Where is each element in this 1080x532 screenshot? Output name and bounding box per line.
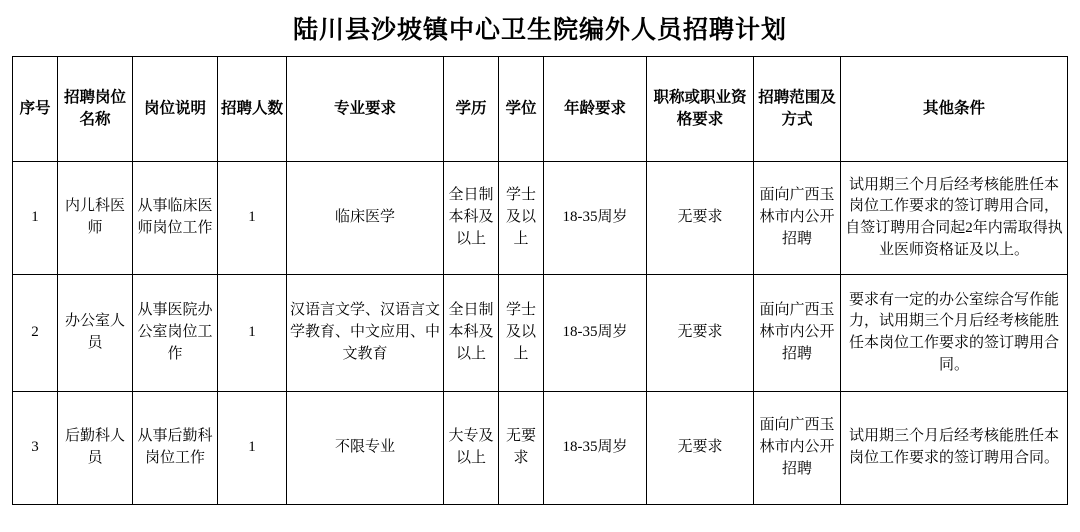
table-row xyxy=(13,392,1068,505)
column-header-position: 招聘岗位名称 xyxy=(58,57,133,162)
cell-age: 18-35周岁 xyxy=(544,392,647,505)
cell-no: 3 xyxy=(13,392,58,505)
column-header-scope: 招聘范围及方式 xyxy=(754,57,841,162)
column-header-major: 专业要求 xyxy=(287,57,444,162)
cell-degree: 无要求 xyxy=(499,392,544,505)
table-header-row xyxy=(13,57,1068,162)
cell-count: 1 xyxy=(218,275,287,392)
cell-description: 从事医院办公室岗位工作 xyxy=(133,275,218,392)
cell-scope: 面向广西玉林市内公开招聘 xyxy=(754,392,841,505)
cell-count: 1 xyxy=(218,162,287,275)
cell-position: 内儿科医师 xyxy=(58,162,133,275)
table-row xyxy=(13,275,1068,392)
cell-no: 2 xyxy=(13,275,58,392)
cell-title-cert: 无要求 xyxy=(647,162,754,275)
column-header-other: 其他条件 xyxy=(841,57,1068,162)
column-header-education: 学历 xyxy=(444,57,499,162)
table-header xyxy=(13,57,1068,162)
column-header-description: 岗位说明 xyxy=(133,57,218,162)
cell-position: 后勤科人员 xyxy=(58,392,133,505)
cell-description: 从事临床医师岗位工作 xyxy=(133,162,218,275)
cell-education: 大专及以上 xyxy=(444,392,499,505)
cell-education: 全日制本科及以上 xyxy=(444,275,499,392)
cell-age: 18-35周岁 xyxy=(544,162,647,275)
page-title: 陆川县沙坡镇中心卫生院编外人员招聘计划 xyxy=(292,17,787,44)
table-row xyxy=(13,162,1068,275)
cell-major: 不限专业 xyxy=(287,392,444,505)
cell-title-cert: 无要求 xyxy=(647,275,754,392)
cell-title-cert: 无要求 xyxy=(647,392,754,505)
cell-other: 试用期三个月后经考核能胜任本岗位工作要求的签订聘用合同。 xyxy=(841,392,1068,505)
cell-major: 临床医学 xyxy=(287,162,444,275)
cell-scope: 面向广西玉林市内公开招聘 xyxy=(754,162,841,275)
cell-scope: 面向广西玉林市内公开招聘 xyxy=(754,275,841,392)
cell-position: 办公室人员 xyxy=(58,275,133,392)
table-body xyxy=(13,162,1068,505)
column-header-no: 序号 xyxy=(13,57,58,162)
cell-count: 1 xyxy=(218,392,287,505)
column-header-degree: 学位 xyxy=(499,57,544,162)
cell-age: 18-35周岁 xyxy=(544,275,647,392)
cell-other: 试用期三个月后经考核能胜任本岗位工作要求的签订聘用合同，自签订聘用合同起2年内需取得执业医师资格证及以上。 xyxy=(841,162,1068,275)
cell-no: 1 xyxy=(13,162,58,275)
cell-education: 全日制本科及以上 xyxy=(444,162,499,275)
cell-degree: 学士及以上 xyxy=(499,162,544,275)
column-header-age: 年龄要求 xyxy=(544,57,647,162)
cell-other: 要求有一定的办公室综合写作能力，试用期三个月后经考核能胜任本岗位工作要求的签订聘用合同。 xyxy=(841,275,1068,392)
cell-description: 从事后勤科岗位工作 xyxy=(133,392,218,505)
cell-degree: 学士及以上 xyxy=(499,275,544,392)
cell-major: 汉语言文学、汉语言文学教育、中文应用、中文教育 xyxy=(287,275,444,392)
recruitment-plan-table xyxy=(12,56,1068,505)
column-header-title-cert: 职称或职业资格要求 xyxy=(647,57,754,162)
column-header-count: 招聘人数 xyxy=(218,57,287,162)
